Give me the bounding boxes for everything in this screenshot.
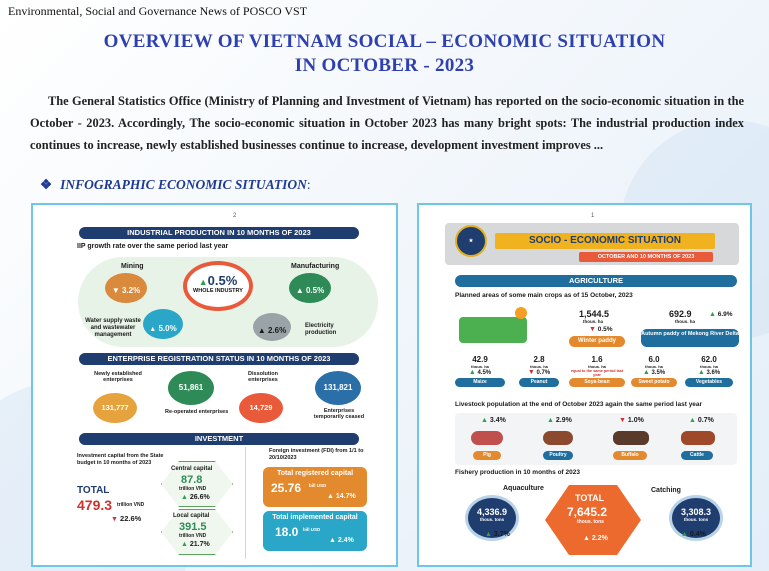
agriculture-bar: AGRICULTURE <box>455 275 737 287</box>
winter-paddy-value: 1,544.5 <box>579 309 610 319</box>
section-heading-suffix: : <box>306 177 311 192</box>
registered-capital-growth: ▲ 14.7% <box>327 493 356 500</box>
total-investment-growth: ▼ 22.6% <box>111 514 142 523</box>
period-bar: OCTOBER AND 10 MONTHS OF 2023 <box>579 252 713 262</box>
aquaculture-label: Aquaculture <box>503 485 544 492</box>
registered-capital-unit: bill USD <box>309 483 327 488</box>
buffalo-growth: ▼ 1.0% <box>619 417 644 424</box>
implemented-capital-value: 18.0 <box>275 525 299 539</box>
aquaculture-unit: thous. tons <box>479 517 505 522</box>
enterprise-registration-bar: ENTERPRISE REGISTRATION STATUS IN 10 MONTHS OF 2023 <box>79 353 359 365</box>
autumn-paddy-value: 692.9 <box>669 309 692 319</box>
socio-economic-bar: SOCIO - ECONOMIC SITUATION <box>495 233 715 249</box>
gso-logo-icon: ★ <box>455 225 487 257</box>
page-number: 2 <box>233 213 237 219</box>
diamond-bullet-icon: ❖ <box>40 177 53 192</box>
whole-industry-circle <box>183 261 253 311</box>
mining-value: 3.2% <box>121 286 141 295</box>
state-budget-label: Investment capital from the State budget in 10 months of 2023 <box>77 453 164 466</box>
central-capital-growth: ▲ 26.6% <box>181 494 210 501</box>
tractor-icon <box>459 317 527 343</box>
iip-label: IIP growth rate over the same period last year <box>77 243 229 250</box>
total-investment-unit: trillion VND <box>117 502 145 508</box>
cattle-growth: ▲ 0.7% <box>689 417 714 424</box>
reoperated-enterprises-label: Re-operated enterprises <box>165 409 229 415</box>
poultry-icon <box>543 431 573 445</box>
infographic-industry-investment[interactable] <box>31 203 398 567</box>
buffalo-icon <box>613 431 649 445</box>
reoperated-enterprises-value: 51,861 <box>168 371 214 405</box>
buffalo-label: Buffalo <box>613 451 647 460</box>
manufacturing-circle: ▲ 0.5% <box>289 273 331 303</box>
total-fishery-growth: ▲ 2.2% <box>583 535 608 542</box>
winter-paddy-unit: thous. ha <box>583 319 603 324</box>
central-capital-unit: trillion VND <box>179 486 207 492</box>
water-supply-value: 5.0% <box>158 324 177 333</box>
dissolution-enterprises-value: 14,729 <box>239 393 283 423</box>
catching-growth: ▲ 0.4% <box>681 531 706 538</box>
registered-capital-card <box>263 467 367 507</box>
autumn-paddy-growth: ▲ 6.9% <box>709 311 733 318</box>
total-investment-label: TOTAL <box>77 485 110 496</box>
up-triangle-icon: ▲ <box>181 494 188 501</box>
local-capital-growth: ▲ 21.7% <box>181 541 210 548</box>
total-fishery-value: 7,645.2 <box>567 505 608 519</box>
poultry-growth: ▲ 2.9% <box>547 417 572 424</box>
registered-capital-value: 25.76 <box>271 481 302 495</box>
implemented-capital-label: Total implemented capital <box>272 514 358 521</box>
new-enterprises-label: Newly established enterprises <box>94 371 142 383</box>
total-investment-value: 479.3 <box>77 497 113 513</box>
industrial-production-bar: INDUSTRIAL PRODUCTION IN 10 MONTHS OF 2023 <box>79 227 359 239</box>
crop-item: 62.0 thous. ha ▲ 3.6% Vegetables <box>685 355 733 387</box>
manufacturing-label: Manufacturing <box>291 263 340 270</box>
implemented-capital-growth: ▲ 2.4% <box>329 537 354 544</box>
registered-capital-label: Total registered capital <box>276 470 354 477</box>
central-capital-label: Central capital <box>171 466 213 472</box>
pig-growth: ▲ 3.4% <box>481 417 506 424</box>
intro-paragraph: The General Statistics Office (Ministry of Planning and Investment of Vietnam) has reported on the socio-economic situation in the October - 2023. Accordingly, The socio-economic situation in October 2023 has many bright spots: The industrial production index continues to increase, newly established businesses continue to increase, development investment improves ... <box>30 94 744 152</box>
crop-item: 1.6 thous. ha equal to the same period last year Soya-bean <box>570 355 624 385</box>
catching-value: 3,308.3 <box>680 507 712 517</box>
autumn-paddy-unit: thous. ha <box>675 319 695 324</box>
new-enterprises-value: 131,777 <box>93 393 137 423</box>
up-triangle-icon: ▲ <box>583 535 590 542</box>
manufacturing-value: 0.5% <box>305 286 325 295</box>
water-supply-label: Water supply waste and wastewater management <box>85 318 141 338</box>
cattle-label: Cattle <box>681 451 713 460</box>
sun-icon <box>515 307 527 319</box>
whole-industry-value: ▲0.5% <box>198 273 238 288</box>
aquaculture-value: 4,336.9 <box>476 507 508 517</box>
title-line-1: OVERVIEW OF VIETNAM SOCIAL – ECONOMIC SITUATION <box>103 31 666 52</box>
crop-item: 42.9 thous. ha ▲ 4.5% Maize <box>455 355 505 387</box>
local-capital-value: 391.5 <box>179 521 207 533</box>
up-triangle-icon: ▲ <box>181 541 188 548</box>
ceased-enterprises-label: Enterprises temporarily ceased <box>313 408 365 420</box>
winter-paddy-growth: ▼ 0.5% <box>589 326 613 333</box>
total-fishery-label: TOTAL <box>575 493 605 503</box>
catching-unit: thous. tons <box>683 517 709 522</box>
pig-icon <box>471 431 503 445</box>
fdi-label: Foreign investment (FDI) from 1/1 to 20/10/2023 <box>269 448 364 461</box>
aquaculture-growth: ▲ 3.7% <box>485 531 510 538</box>
local-capital-label: Local capital <box>173 513 210 519</box>
page-title <box>0 30 769 78</box>
implemented-capital-unit: bill USD <box>303 527 321 532</box>
electricity-label: Electricity production <box>305 323 337 336</box>
cattle-icon <box>681 431 715 445</box>
livestock-label: Livestock population at the end of October 2023 again the same period last year <box>455 401 703 408</box>
crop-item: 6.0 thous. ha ▲ 3.5% Sweet potato <box>631 355 677 387</box>
mining-label: Mining <box>121 263 144 270</box>
down-triangle-icon: ▼ <box>589 326 596 333</box>
page-number: 1 <box>591 213 595 219</box>
poultry-label: Poultry <box>543 451 573 460</box>
crops-label: Planned areas of some main crops as of 15 October, 2023 <box>455 292 633 299</box>
up-triangle-icon: ▲ <box>709 311 716 318</box>
infographic-socio-economic[interactable] <box>417 203 752 567</box>
mining-circle: ▼ 3.2% <box>105 273 147 303</box>
local-capital-unit: trillion VND <box>179 533 207 539</box>
electricity-value: 2.6% <box>267 326 287 335</box>
whole-industry-label: WHOLE INDUSTRY <box>193 288 243 294</box>
autumn-paddy-label: Autumn paddy of Mekong River Delta <box>641 329 739 347</box>
up-triangle-icon: ▲ <box>198 277 208 287</box>
winter-paddy-label: Winter paddy <box>569 336 625 347</box>
central-capital-value: 87.8 <box>181 474 203 486</box>
investment-divider <box>245 447 246 559</box>
pig-label: Pig <box>473 451 501 460</box>
dissolution-enterprises-label: Dissolution enterprises <box>248 371 278 383</box>
section-heading-label: INFOGRAPHIC ECONOMIC SITUATION <box>60 177 307 192</box>
title-line-2: IN OCTOBER - 2023 <box>294 55 475 76</box>
header-label: Environmental, Social and Governance News of POSCO VST <box>8 4 308 18</box>
investment-bar: INVESTMENT <box>79 433 359 445</box>
electricity-circle: ▲ 2.6% <box>253 313 291 341</box>
crop-item: 2.8 thous. ha ▼ 0.7% Peanut <box>519 355 559 387</box>
water-supply-circle: ▲ 5.0% <box>143 309 183 339</box>
fishery-label: Fishery production in 10 months of 2023 <box>455 469 580 476</box>
ceased-enterprises-value: 131,821 <box>315 371 361 405</box>
total-fishery-unit: thous. tons <box>577 519 604 525</box>
catching-label: Catching <box>651 487 681 494</box>
section-heading <box>40 177 311 193</box>
implemented-capital-card <box>263 511 367 551</box>
down-triangle-icon: ▼ <box>111 516 118 523</box>
